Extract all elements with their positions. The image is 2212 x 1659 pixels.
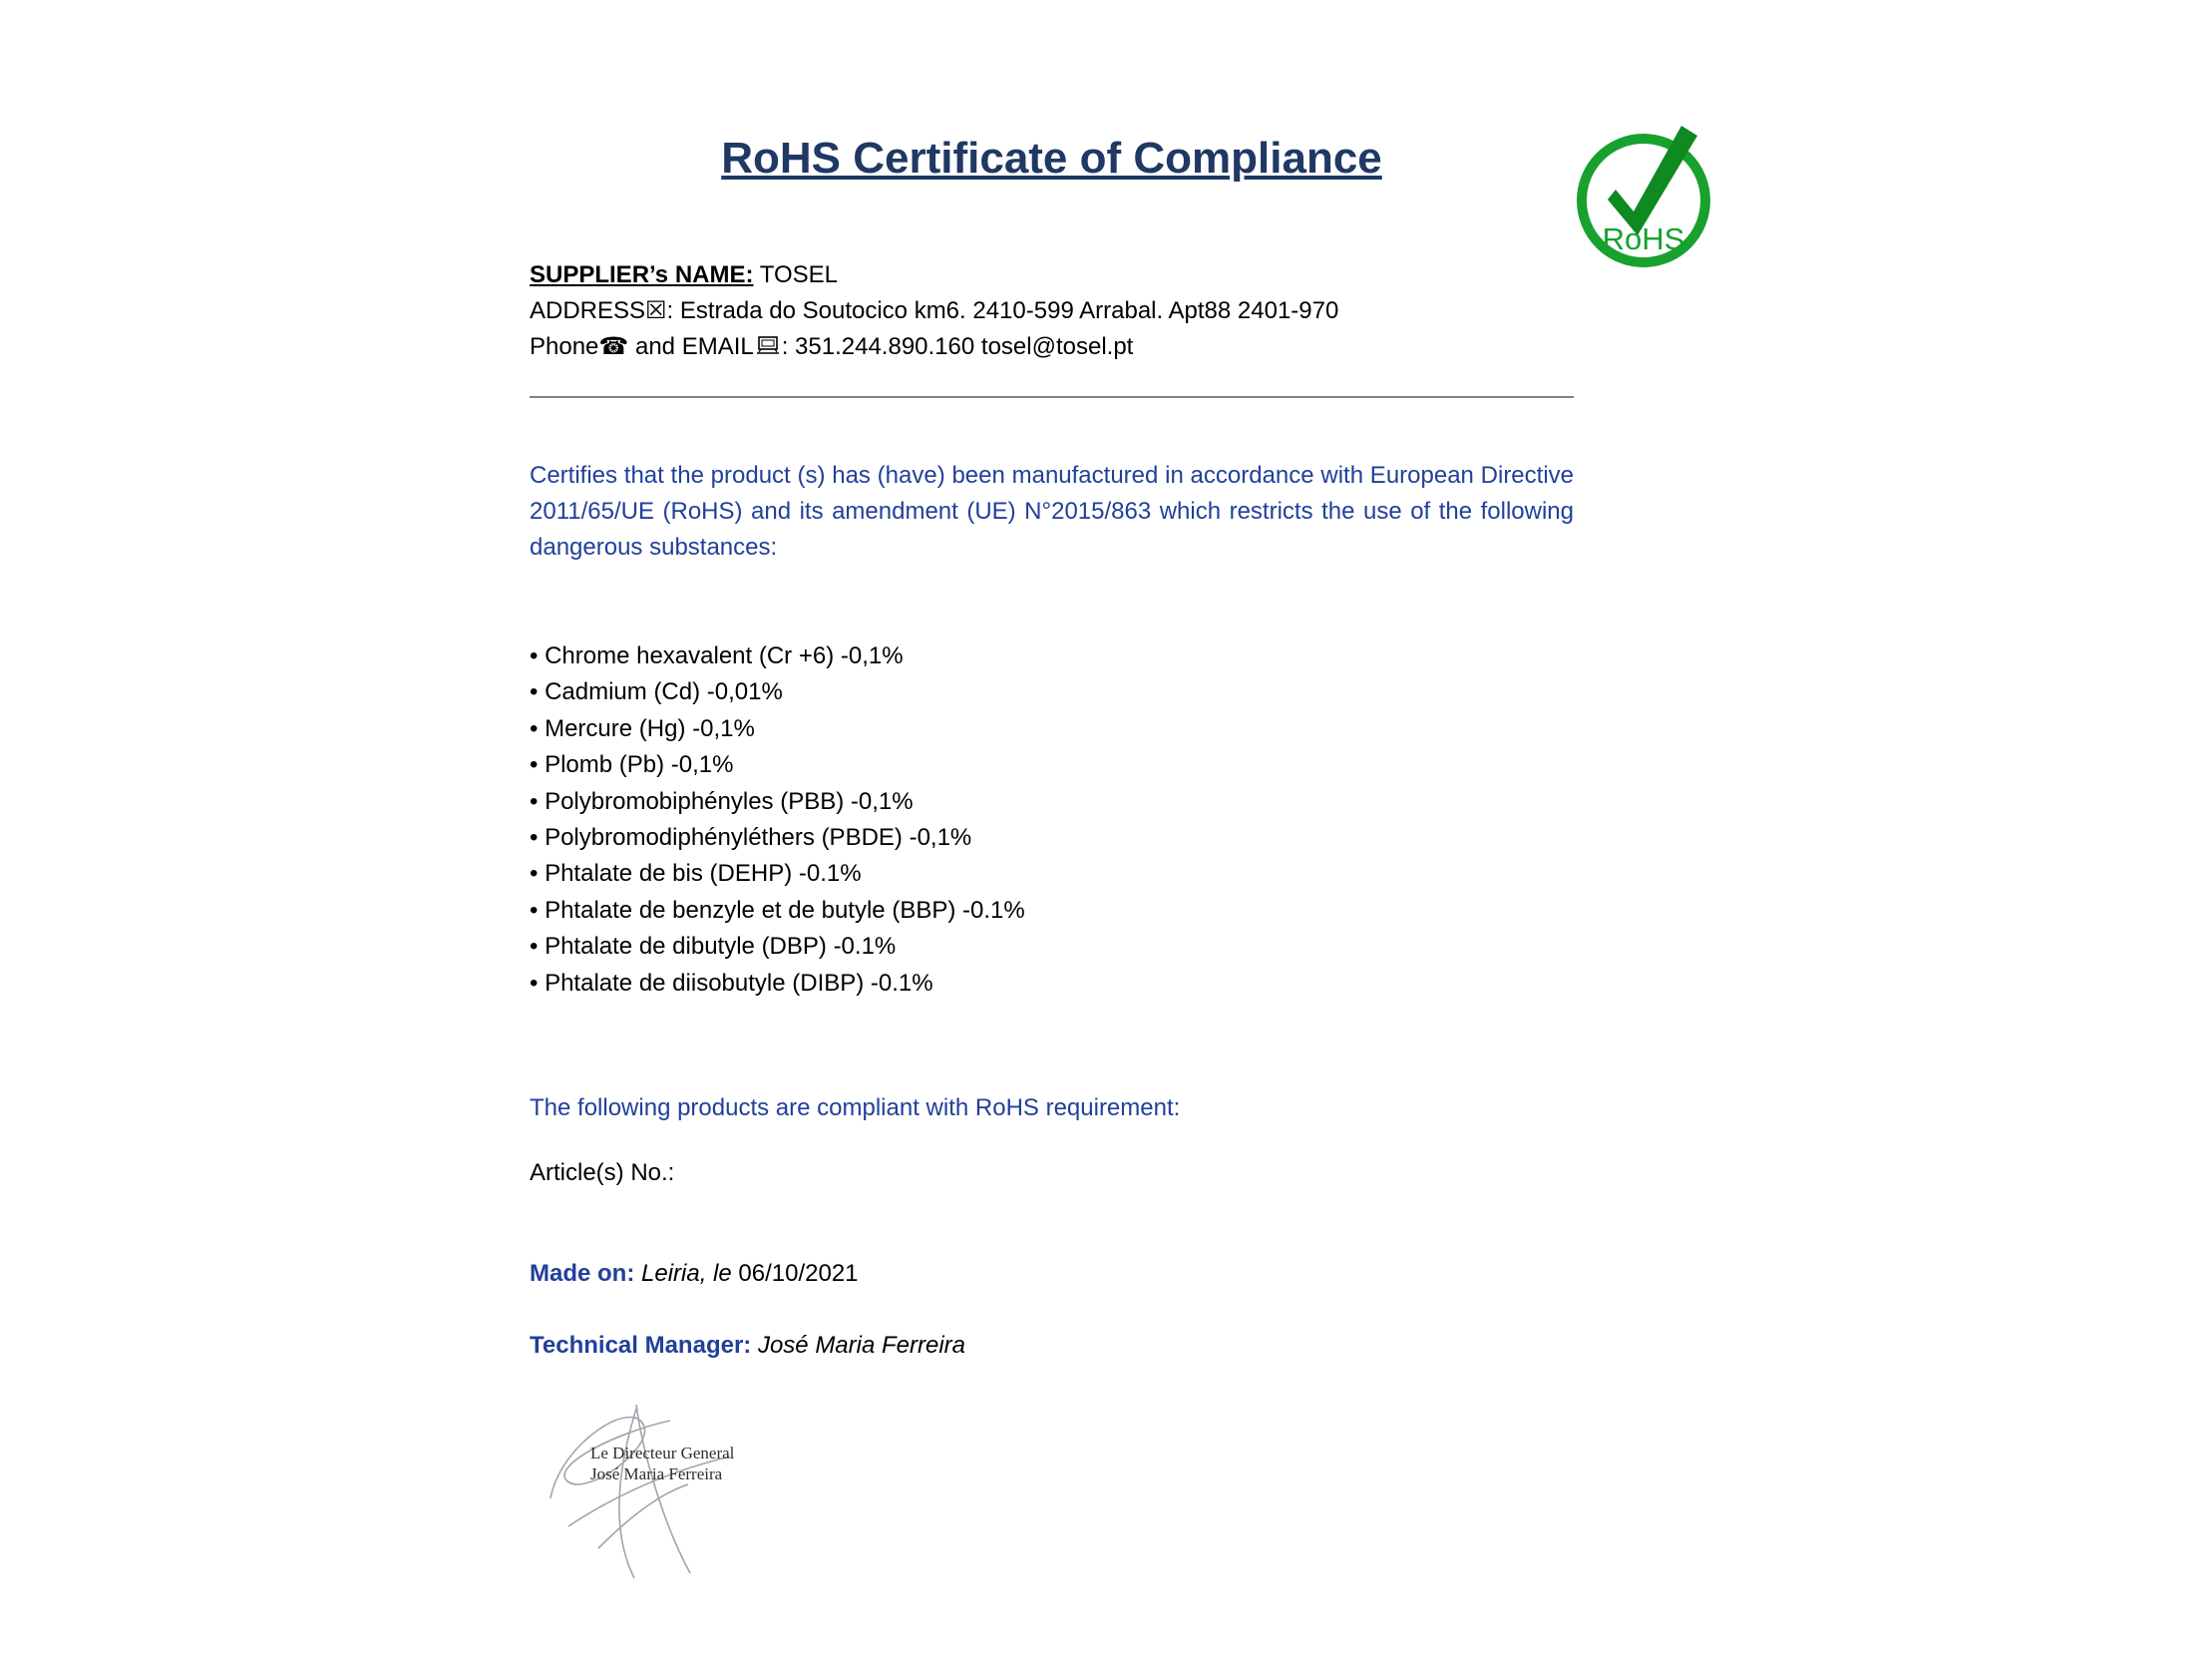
phone-icon: ☎ [598,333,629,360]
supplier-block [530,257,1627,365]
supplier-address-line [530,293,1627,329]
made-on-line [530,1260,1574,1288]
substance-item: • Chrome hexavalent (Cr +6) -0,1% [530,638,1574,674]
substance-item: • Phtalate de dibutyle (DBP) -0.1% [530,929,1574,965]
supplier-contact-line [530,329,1627,365]
technical-manager-name: José Maria Ferreira [751,1332,966,1359]
signature-caption [590,1443,734,1484]
signature-block [539,1399,858,1638]
made-on-label: Made on: [530,1260,635,1287]
supplier-name-label: SUPPLIER’s NAME: [530,261,754,288]
address-label: ADDRESS [530,297,646,324]
rohs-logo-label: RoHS [1602,221,1685,256]
phone-label: Phone [530,333,599,360]
substance-item: • Mercure (Hg) -0,1% [530,711,1574,747]
certification-paragraph: Certifies that the product (s) has (have) been manufactured in accordance with European Directive 2011/65/UE (RoHS) and its amendment (UE) N°2015/863 which restricts the use of the following dangerous substances: [530,462,1574,561]
separator-rule [530,396,1574,398]
substance-item: • Polybromodiphényléthers (PBDE) -0,1% [530,820,1574,856]
technical-manager-line [530,1332,1574,1360]
substances-list [530,638,1574,1002]
email-label: and EMAIL [628,333,754,360]
supplier-name-line [530,257,1627,293]
signature-scribble [539,1399,858,1638]
signature-caption-line2: José Maria Ferreira [590,1464,723,1483]
technical-manager-label: Technical Manager: [530,1332,752,1359]
article-number-label: Article(s) No.: [530,1159,675,1186]
rohs-logo [1564,104,1733,283]
page-title: RoHS Certificate of Compliance [721,134,1382,183]
compliance-statement: The following products are compliant with RoHS requirement: [530,1094,1181,1121]
made-on-date: 06/10/2021 [738,1260,859,1287]
substance-item: • Phtalate de bis (DEHP) -0.1% [530,856,1574,892]
contact-value: : 351.244.890.160 tosel@tosel.pt [781,333,1134,360]
address-value: : Estrada do Soutocico km6. 2410-599 Arrabal. Apt88 2401-970 [666,297,1339,324]
substance-item: • Plomb (Pb) -0,1% [530,747,1574,783]
supplier-name-value: TOSEL [753,261,838,288]
substance-item: • Phtalate de benzyle et de butyle (BBP) -0.1% [530,893,1574,929]
substance-item: • Polybromobiphényles (PBB) -0,1% [530,784,1574,820]
signature-caption-line1: Le Directeur General [590,1444,735,1462]
substance-item: • Cadmium (Cd) -0,01% [530,674,1574,710]
made-on-place: Leiria, le [634,1260,739,1287]
substance-item: • Phtalate de diisobutyle (DIBP) -0.1% [530,966,1574,1002]
envelope-icon: ☒ [645,297,667,324]
rohs-logo-graphic [1564,104,1733,283]
computer-icon [756,335,780,357]
